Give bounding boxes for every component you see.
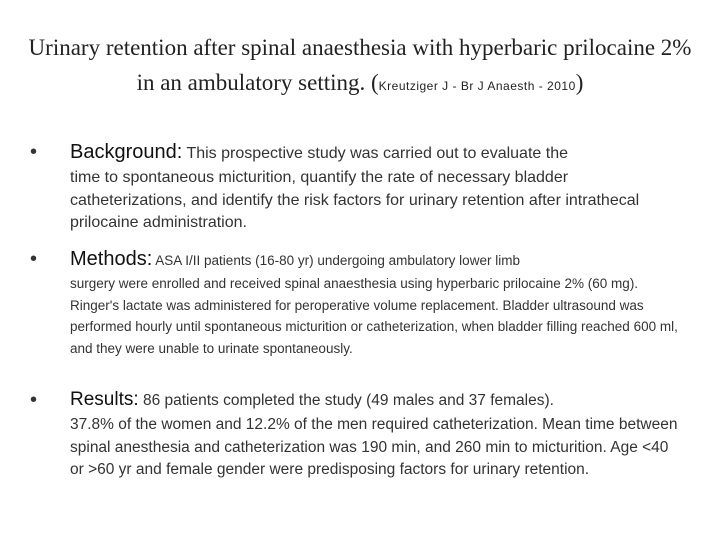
- bullet-body: surgery were enrolled and received spinal anaesthesia using hyperbaric prilocaine 2% (60 mg). Ringer's lactate was administered for peroperative volume replacement. Bladder ultrasound was performed hourly until spontaneous micturition or catheterization, when bladder filling reached 600 ml, and they were unable to urinate spontaneously.: [70, 276, 678, 356]
- bullet-lead: ASA I/II patients (16-80 yr) undergoing ambulatory lower limb: [152, 253, 520, 268]
- bullet-lead: This prospective study was carried out to evaluate the: [182, 145, 568, 162]
- bullet-lead: 86 patients completed the study (49 males and 37 females).: [138, 392, 554, 409]
- bullet-methods: [30, 248, 680, 359]
- citation: Kreutziger J - Br J Anaesth - 2010: [378, 79, 576, 93]
- bullet-label-results: Results:: [70, 389, 139, 410]
- bullet-body: time to spontaneous micturition, quantify the rate of necessary bladder catheterizations, and identify the risk factors for urinary retention after intrathecal prilocaine administration.: [70, 169, 640, 231]
- bullet-body: 37.8% of the women and 12.2% of the men required catheterization. Mean time between spinal anesthesia and catheterization was 190 min, and 260 min to micturition. Age <40 or >60 yr and female gender were predisposing factors for urinary retention.: [70, 416, 678, 478]
- bullet-label-methods: Methods:: [70, 248, 153, 270]
- title-text: Urinary retention after spinal anaesthesia with hyperbaric prilocaine 2% in an ambulatory setting. (: [28, 35, 692, 95]
- bullet-results: [30, 389, 680, 482]
- title-close-paren: ): [575, 70, 584, 95]
- bullet-head: [70, 389, 680, 412]
- slide-title: [20, 30, 700, 104]
- bullet-label-background: Background:: [70, 141, 183, 163]
- bullet-head: [70, 248, 680, 272]
- bullet-background: [30, 141, 680, 235]
- bullet-head: [70, 141, 680, 165]
- bullet-dot: •: [30, 248, 38, 270]
- bullet-dot: •: [30, 389, 38, 411]
- bullet-dot: •: [30, 141, 38, 163]
